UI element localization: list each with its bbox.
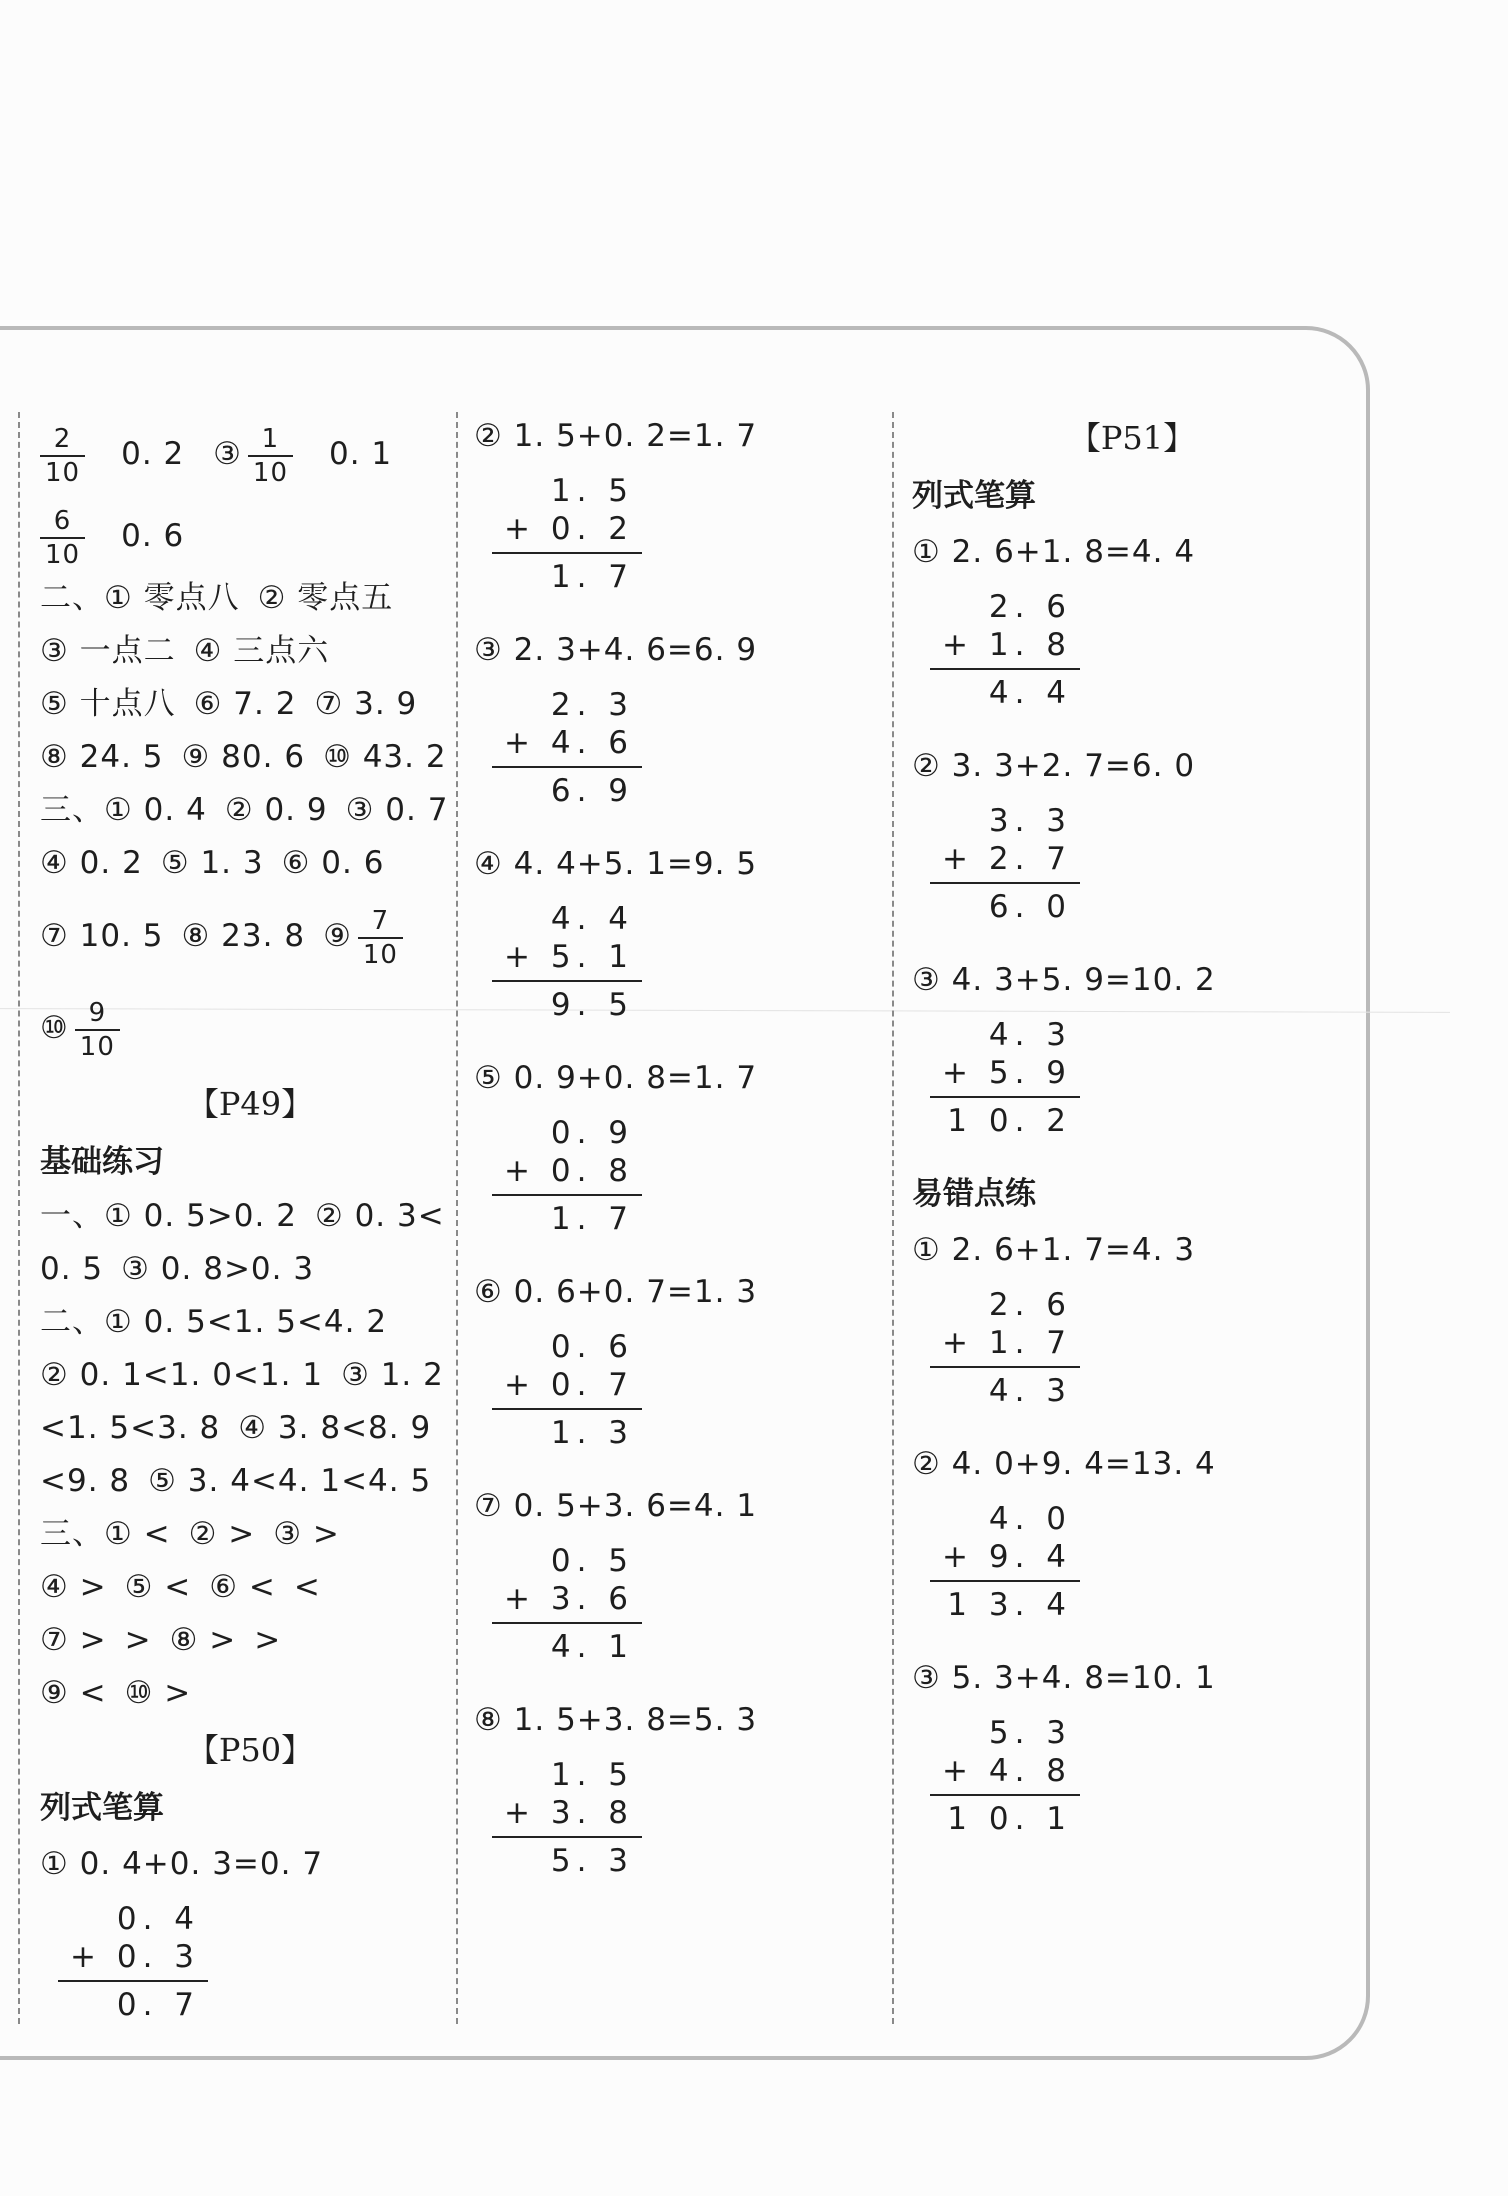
answer-value: ⑤ 3. 4<4. 1<4. 5 [148, 1463, 432, 1499]
calc-list [912, 1222, 1352, 1838]
sum: 4. 4 [930, 668, 1080, 712]
fraction: $\frac{6}{10}$ [40, 505, 103, 571]
answer-value: ⑧ > [169, 1622, 237, 1658]
answer-value: ⑦ 3. 9 [314, 686, 418, 722]
fraction: $\frac{2}{10}$ [40, 423, 103, 489]
answer-value: ② 0. 1<1. 0<1. 1 [40, 1357, 324, 1393]
answer-value: ⑥ 7. 2 [193, 686, 297, 722]
plus-sign: + [942, 1539, 974, 1575]
answer-line [40, 837, 460, 890]
addend: 3. 3 [988, 803, 1072, 839]
addend-row [930, 1324, 1080, 1362]
equation: ③ 5. 3+4. 8=10. 1 [912, 1660, 1216, 1696]
fraction-line-10 [40, 982, 460, 1074]
plus-sign: + [942, 1325, 974, 1361]
answer-value: ④ 0. 2 [40, 845, 143, 881]
addend: 0. 8 [550, 1153, 634, 1189]
item-label: ③ [213, 436, 242, 472]
answer-value: ③ 1. 2 [341, 1357, 444, 1393]
answer-value: 二、① 零点八 [40, 580, 240, 616]
sum: 6. 9 [492, 766, 642, 810]
sum: 1. 7 [492, 1194, 642, 1238]
addend-row [492, 938, 642, 976]
answer-line [40, 1190, 460, 1243]
vertical-calc [930, 1016, 1080, 1140]
vertical-calc [492, 1114, 642, 1238]
answer-value: ② > [188, 1516, 256, 1552]
answer-value: ⑨ < [40, 1675, 107, 1711]
vertical-calc [58, 1900, 208, 2024]
sum: 5. 3 [492, 1836, 642, 1880]
calc-list [912, 524, 1352, 1140]
page-ref-p50: 【P50】 [186, 1731, 314, 1769]
answer-value: 一、① 0. 5>0. 2 [40, 1198, 297, 1234]
addend: 0. 3 [116, 1939, 200, 1975]
addend-row [492, 724, 642, 762]
plus-sign: + [504, 939, 536, 975]
addend: 0. 4 [116, 1901, 200, 1937]
addend: 4. 4 [550, 901, 634, 937]
answer-value: ⑨ 80. 6 [181, 739, 306, 775]
answer-value: ③ 一点二 [40, 633, 176, 669]
addend: 4. 8 [988, 1753, 1072, 1789]
answer-value: ⑥ 0. 6 [281, 845, 385, 881]
addend-row [492, 1580, 642, 1618]
answer-line [40, 1243, 460, 1296]
answer-value: <1. 5<3. 8 [40, 1410, 221, 1446]
calc-list [474, 408, 874, 1880]
addend: 0. 6 [550, 1329, 634, 1365]
plus-sign: + [504, 1367, 536, 1403]
answer-line [40, 1455, 460, 1508]
vertical-calc [492, 1756, 642, 1880]
plus-sign: + [942, 841, 974, 877]
equation: ③ 4. 3+5. 9=10. 2 [912, 962, 1216, 998]
addend: 9. 4 [988, 1539, 1072, 1575]
page-ref-p49: 【P49】 [186, 1085, 314, 1123]
column-divider-2 [892, 412, 894, 2024]
answer-value: 0. 1 [329, 436, 393, 472]
answer-line [40, 784, 460, 837]
answer-value: ⑩ > [124, 1675, 192, 1711]
sum: 0. 7 [58, 1980, 208, 2024]
section-heading-written: 列式笔算 [40, 1790, 164, 1826]
answer-value: ⑤ < [124, 1569, 192, 1605]
equation: ① 2. 6+1. 7=4. 3 [912, 1232, 1196, 1268]
addend: 1. 5 [550, 1757, 634, 1793]
answer-value: ⑤ 十点八 [40, 686, 176, 722]
item-label: ⑩ [40, 1010, 69, 1046]
answer-value: ⑧ 24. 5 [40, 739, 164, 775]
addend: 2. 6 [988, 1287, 1072, 1323]
addend: 4. 6 [550, 725, 634, 761]
addend-row [930, 840, 1080, 878]
section-heading-basic: 基础练习 [40, 1144, 164, 1180]
vertical-calc [492, 900, 642, 1024]
addend-row [930, 1752, 1080, 1790]
answer-value: 0. 2 [121, 436, 185, 472]
sum: 1. 3 [492, 1408, 642, 1452]
sum: 6. 0 [930, 882, 1080, 926]
answer-line [40, 1349, 460, 1402]
addend: 4. 3 [988, 1017, 1072, 1053]
answer-value: ④ 3. 8<8. 9 [238, 1410, 432, 1446]
answer-value: > [124, 1622, 152, 1658]
equation: ⑧ 1. 5+3. 8=5. 3 [474, 1702, 758, 1738]
addend: 0. 2 [550, 511, 634, 547]
plus-sign: + [942, 1753, 974, 1789]
answer-line [40, 1296, 460, 1349]
vertical-calc [492, 1542, 642, 1666]
answer-value: ② 0. 3< [314, 1198, 445, 1234]
answer-line [40, 678, 460, 731]
answer-value: < [293, 1569, 321, 1605]
answer-column-3 [912, 408, 1352, 1864]
addend: 5. 3 [988, 1715, 1072, 1751]
plus-sign: + [504, 1795, 536, 1831]
equation: ① 0. 4+0. 3=0. 7 [40, 1846, 324, 1882]
answer-value: 三、① 0. 4 [40, 792, 207, 828]
answer-value: ⑧ 23. 8 [181, 918, 306, 954]
answer-line [40, 731, 460, 784]
answer-value: 三、① < [40, 1516, 171, 1552]
addend: 5. 9 [988, 1055, 1072, 1091]
plus-sign: + [70, 1939, 102, 1975]
vertical-calc [930, 1500, 1080, 1624]
addend: 0. 5 [550, 1543, 634, 1579]
addend-row [492, 1366, 642, 1404]
answer-value: ④ > [40, 1569, 107, 1605]
answer-value: ⑦ > [40, 1622, 107, 1658]
vertical-calc [492, 472, 642, 596]
addend-row [930, 1054, 1080, 1092]
answer-value: ⑥ < [209, 1569, 276, 1605]
equation: ② 3. 3+2. 7=6. 0 [912, 748, 1196, 784]
section-heading-written: 列式笔算 [912, 478, 1036, 514]
answer-value: ③ 0. 7 [345, 792, 449, 828]
answer-value: > [254, 1622, 282, 1658]
answer-value: ④ 三点六 [193, 633, 330, 669]
plus-sign: + [942, 1055, 974, 1091]
addend: 3. 8 [550, 1795, 634, 1831]
answer-line [40, 1667, 460, 1720]
sum: 4. 1 [492, 1622, 642, 1666]
equation: ② 1. 5+0. 2=1. 7 [474, 418, 758, 454]
addend-row [492, 1794, 642, 1832]
addend: 0. 7 [550, 1367, 634, 1403]
addend: 2. 7 [988, 841, 1072, 877]
fraction-line-2 [40, 500, 460, 572]
answer-column-2 [474, 408, 874, 1906]
vertical-calc [492, 1328, 642, 1452]
answer-value: ② 0. 9 [224, 792, 328, 828]
addend: 2. 6 [988, 589, 1072, 625]
vertical-calc [930, 802, 1080, 926]
answer-line [40, 1508, 460, 1561]
equation: ② 4. 0+9. 4=13. 4 [912, 1446, 1216, 1482]
sum: 1. 7 [492, 552, 642, 596]
column-divider-left [18, 412, 20, 2024]
equation: ① 2. 6+1. 8=4. 4 [912, 534, 1196, 570]
page-ref-p51: 【P51】 [1068, 419, 1196, 457]
vertical-calc [930, 1286, 1080, 1410]
fraction: $\frac{7}{10}$ [358, 905, 421, 971]
answer-value: ⑦ 10. 5 [40, 918, 164, 954]
plus-sign: + [504, 1581, 536, 1617]
vertical-calc [930, 588, 1080, 712]
vertical-calc [492, 686, 642, 810]
answer-column-1 [40, 408, 460, 2050]
answer-lines-b [40, 1190, 460, 1720]
addend: 1. 7 [988, 1325, 1072, 1361]
item-label: ⑨ [323, 918, 352, 954]
addend-row [930, 626, 1080, 664]
addend: 5. 1 [550, 939, 634, 975]
answer-line [40, 1402, 460, 1455]
addend: 4. 0 [988, 1501, 1072, 1537]
sum: 1 0. 1 [930, 1794, 1080, 1838]
plus-sign: + [504, 1153, 536, 1189]
equation: ⑤ 0. 9+0. 8=1. 7 [474, 1060, 758, 1096]
answer-value: 0. 5 [40, 1251, 104, 1287]
equation: ⑥ 0. 6+0. 7=1. 3 [474, 1274, 758, 1310]
answer-line [40, 1561, 460, 1614]
plus-sign: + [504, 725, 536, 761]
addend-row [492, 510, 642, 548]
addend-row [58, 1938, 208, 1976]
equation: ⑦ 0. 5+3. 6=4. 1 [474, 1488, 758, 1524]
sum: 1 0. 2 [930, 1096, 1080, 1140]
answer-value: ② 零点五 [257, 580, 394, 616]
answer-line [40, 625, 460, 678]
addend: 1. 8 [988, 627, 1072, 663]
answer-value: 0. 6 [121, 518, 185, 554]
addend: 3. 6 [550, 1581, 634, 1617]
answer-line [40, 1614, 460, 1667]
fraction-line-1 [40, 408, 460, 500]
answer-value: 二、① 0. 5<1. 5<4. 2 [40, 1304, 388, 1340]
answer-value: <9. 8 [40, 1463, 131, 1499]
equation: ④ 4. 4+5. 1=9. 5 [474, 846, 758, 882]
plus-sign: + [504, 511, 536, 547]
addend: 1. 5 [550, 473, 634, 509]
addend-row [930, 1538, 1080, 1576]
addend: 0. 9 [550, 1115, 634, 1151]
answer-value: ⑤ 1. 3 [160, 845, 264, 881]
fraction-line-7 [40, 890, 460, 982]
plus-sign: + [942, 627, 974, 663]
equation: ③ 2. 3+4. 6=6. 9 [474, 632, 758, 668]
sum: 4. 3 [930, 1366, 1080, 1410]
section-heading-error-practice: 易错点练 [912, 1176, 1036, 1212]
addend-row [492, 1152, 642, 1190]
fraction: $\frac{9}{10}$ [75, 997, 138, 1063]
answer-value: ③ 0. 8>0. 3 [121, 1251, 315, 1287]
fraction: $\frac{1}{10}$ [248, 423, 311, 489]
answer-line [40, 572, 460, 625]
answer-value: ⑩ 43. 2 [323, 739, 447, 775]
answer-value: ③ > [273, 1516, 340, 1552]
sum: 1 3. 4 [930, 1580, 1080, 1624]
answer-lines-a [40, 572, 460, 890]
vertical-calc [930, 1714, 1080, 1838]
sum: 9. 5 [492, 980, 642, 1024]
addend: 2. 3 [550, 687, 634, 723]
